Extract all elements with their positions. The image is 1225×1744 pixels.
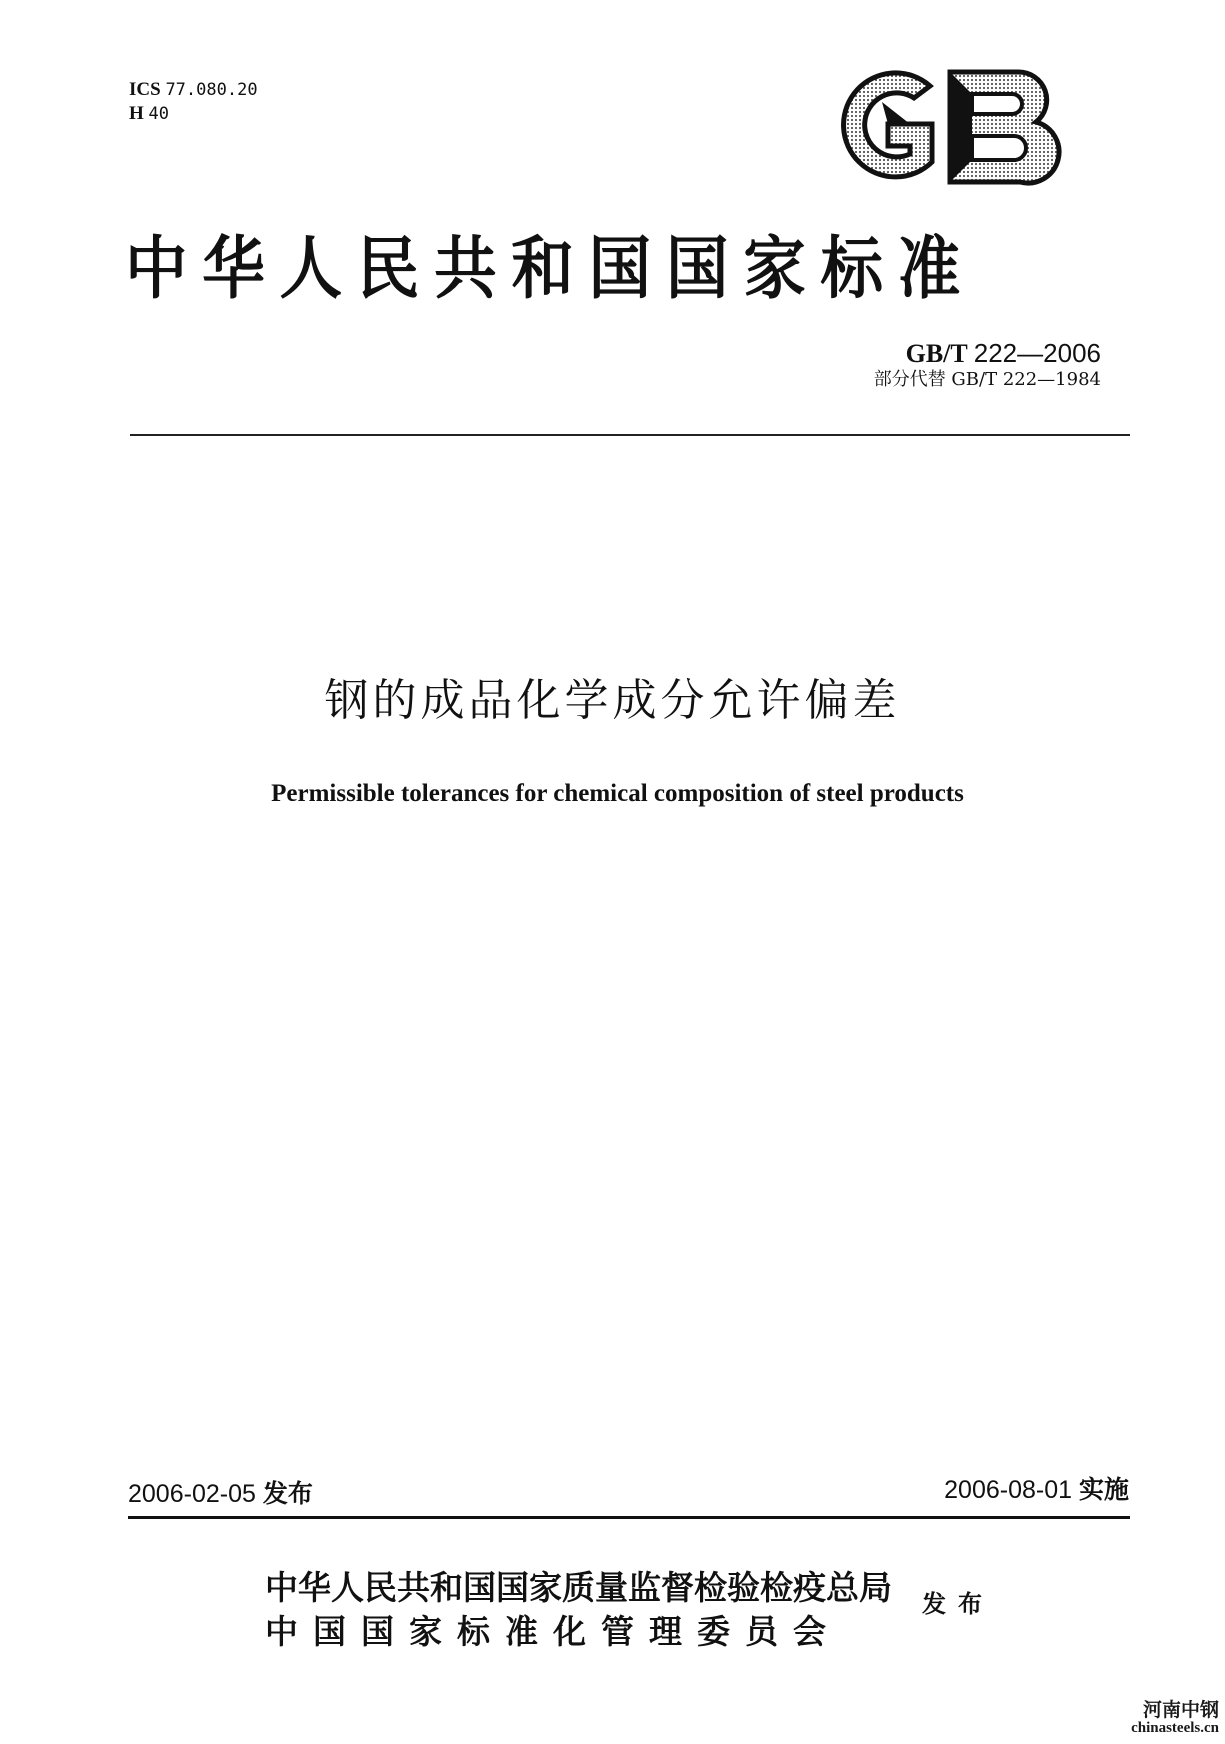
watermark	[1131, 1700, 1219, 1736]
publishers	[265, 1566, 892, 1654]
ics-code: 77.080.20	[165, 80, 258, 100]
document-title-en: Permissible tolerances for chemical composition of steel products	[271, 780, 964, 807]
publish-label: 发布	[922, 1590, 994, 1618]
standard-prefix: GB/T	[905, 339, 968, 368]
watermark-zh: 河南中钢	[1142, 1699, 1219, 1721]
ics-line	[129, 78, 258, 102]
gb-logo-icon	[822, 62, 1062, 192]
issue-date: 2006-02-05	[128, 1480, 256, 1508]
issue-label: 发布	[262, 1479, 313, 1508]
replaces-note: 部分代替 GB/T 222—1984	[873, 369, 1101, 390]
publisher-line-2: 中国国家标准化管理委员会	[265, 1612, 841, 1651]
ccs-code: 40	[148, 104, 170, 124]
ccs-label: H	[129, 103, 144, 124]
document-title-zh: 钢的成品化学成分允许偏差	[324, 675, 901, 726]
effective-label: 实施	[1078, 1475, 1129, 1504]
header-divider	[130, 434, 1130, 436]
national-standard-title: 中华人民共和国国家标准	[125, 230, 976, 309]
ccs-line	[129, 102, 258, 126]
standard-number	[906, 338, 1101, 369]
classification-codes	[129, 78, 258, 126]
footer-divider	[128, 1516, 1130, 1519]
effective-date: 2006-08-01	[944, 1476, 1073, 1504]
ics-label: ICS	[129, 79, 161, 100]
effective-date-block	[944, 1474, 1129, 1506]
watermark-en: chinasteels.cn	[1131, 1720, 1219, 1736]
standard-code: 222—2006	[973, 338, 1101, 368]
publisher-line-1: 中华人民共和国国家质量监督检验检疫总局	[265, 1568, 892, 1607]
issue-date-block	[128, 1478, 313, 1510]
